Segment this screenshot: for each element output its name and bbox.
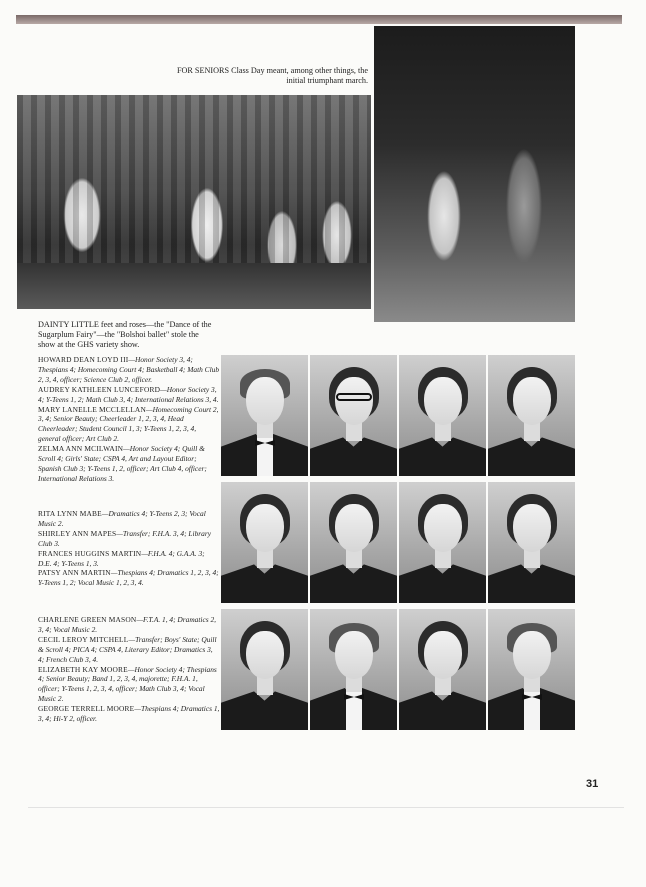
bio-details: —Homecoming Court 2, 3, 4; Senior Beauty; Cheerleader 1, 2, 3, 4, Head Cheerleader; Student Council 1, 3; Y-Teens 1, 2, 3, 4, general officer; Art Club 2. (38, 404, 219, 444)
stage-floor (17, 263, 371, 309)
bio-block-2 (38, 509, 220, 588)
bio-details: —Honor Society 3, 4; Y-Teens 1, 2; Math Club 3, 4; International Relations 3, 4. (38, 384, 219, 404)
senior-portrait (221, 482, 308, 603)
bio-entry (38, 529, 220, 549)
senior-portrait (399, 609, 486, 730)
senior-portrait (310, 482, 397, 603)
bio-name: SHIRLEY ANN MAPES (38, 528, 117, 538)
bio-entry (38, 355, 220, 385)
portrait-face (513, 504, 551, 552)
senior-portrait (399, 355, 486, 476)
senior-portrait-grid (221, 355, 576, 731)
bio-name: FRANCES HUGGINS MARTIN (38, 548, 142, 558)
portrait-face (246, 631, 284, 679)
bio-entry (38, 549, 220, 569)
senior-portrait (488, 355, 575, 476)
bio-details: —F.T.A. 1, 4; Dramatics 2, 3, 4; Vocal Music 2. (38, 615, 217, 634)
caption-class-day-lead: FOR SENIORS (176, 66, 230, 75)
portrait-face (335, 377, 373, 425)
bio-details: —Honor Society 4; Thespians 4; Senior Beauty; Band 1, 2, 3, 4, majorette; F.H.A. 1, officer; Y-Teens 1, 2, 3, 4, officer; Math Club 3, 4; Vocal Music 2. (38, 664, 217, 704)
bio-details: —Honor Society 3, 4; Thespians 4; Homecoming Court 4; Basketball 4; Math Club 2, 3, 4, officer; Science Club 2, officer. (38, 355, 220, 384)
bottom-rule (28, 807, 624, 808)
portrait-face (424, 377, 462, 425)
portrait-face (513, 377, 551, 425)
bio-entry (38, 704, 220, 724)
bio-details: —Thespians 4; Dramatics 1, 2, 3, 4; Y-Teens 1, 2; Vocal Music 1, 2, 3, 4. (38, 568, 219, 588)
senior-portrait (399, 482, 486, 603)
bio-name: ZELMA ANN MCILWAIN (38, 444, 124, 454)
bio-name: GEORGE TERRELL MOORE (38, 704, 135, 714)
bio-entry (38, 615, 220, 635)
portrait-face (513, 631, 551, 679)
bio-name: CECIL LEROY MITCHELL (38, 634, 129, 644)
bio-entry (38, 385, 220, 405)
bio-name: PATSY ANN MARTIN (38, 568, 111, 578)
senior-portrait (488, 482, 575, 603)
caption-ballet-lead: DAINTY LITTLE (38, 320, 99, 329)
bio-details: —Transfer; Boys' State; Quill & Scroll 4; PICA 4; CSPA 4, Literary Editor; Dramatics 3, 4; French Club 3, 4. (38, 634, 217, 664)
caption-class-day (168, 66, 368, 86)
bio-details: —Dramatics 4; Y-Teens 2, 3; Vocal Music 2. (38, 509, 206, 528)
stage-curtain (17, 95, 371, 265)
bio-name: HOWARD DEAN LOYD III (38, 355, 129, 364)
bio-entry (38, 444, 220, 484)
portrait-glasses (336, 393, 372, 401)
bio-entry (38, 405, 220, 445)
bio-entry (38, 635, 220, 665)
bio-details: —Transfer; F.H.A. 3, 4; Library Club 3. (38, 528, 212, 548)
portrait-face (335, 631, 373, 679)
caption-ballet (38, 320, 218, 350)
bio-name: RITA LYNN MABE (38, 509, 102, 518)
caption-ballet-text: feet and roses—the "Dance of the Sugarplum Fairy"—the "Bolshoi ballet" stole the show at the GHS variety show. (38, 320, 212, 349)
senior-portrait (488, 609, 575, 730)
bio-block-3 (38, 615, 220, 724)
bio-name: AUDREY KATHLEEN LUNCEFORD (38, 384, 161, 394)
portrait-face (424, 504, 462, 552)
senior-portrait (221, 355, 308, 476)
bio-entry (38, 509, 220, 529)
portrait-face (246, 504, 284, 552)
page-number: 31 (586, 778, 599, 790)
portrait-face (335, 504, 373, 552)
bio-details: —Honor Society 4; Quill & Scroll 4; Girls' State; CSPA 4, Art and Layout Editor; Spanish Club 3; Y-Teens 1, 2, officer; Art Club 4, officer; International Relations 3. (38, 444, 207, 483)
bio-block-1 (38, 355, 220, 484)
senior-portrait (221, 609, 308, 730)
bio-details: —F.H.A. 4; G.A.A. 3; D.E. 4; Y-Teens 1, 3. (38, 548, 205, 568)
caption-class-day-text: Class Day meant, among other things, the initial triumphant march. (231, 66, 368, 85)
bio-entry (38, 568, 220, 588)
portrait-face (424, 631, 462, 679)
senior-portrait (310, 609, 397, 730)
ballet-photo (17, 95, 371, 309)
bio-name: MARY LANELLE MCCLELLAN (38, 404, 146, 414)
bio-entry (38, 665, 220, 705)
senior-portrait (310, 355, 397, 476)
bio-details: —Thespians 4; Dramatics 1, 3, 4; Hi-Y 2, officer. (38, 704, 220, 724)
bio-name: ELIZABETH KAY MOORE (38, 664, 128, 674)
top-rule (16, 15, 622, 24)
portrait-face (246, 377, 284, 425)
class-day-march-photo (374, 26, 575, 322)
bio-name: CHARLENE GREEN MASON (38, 615, 137, 624)
